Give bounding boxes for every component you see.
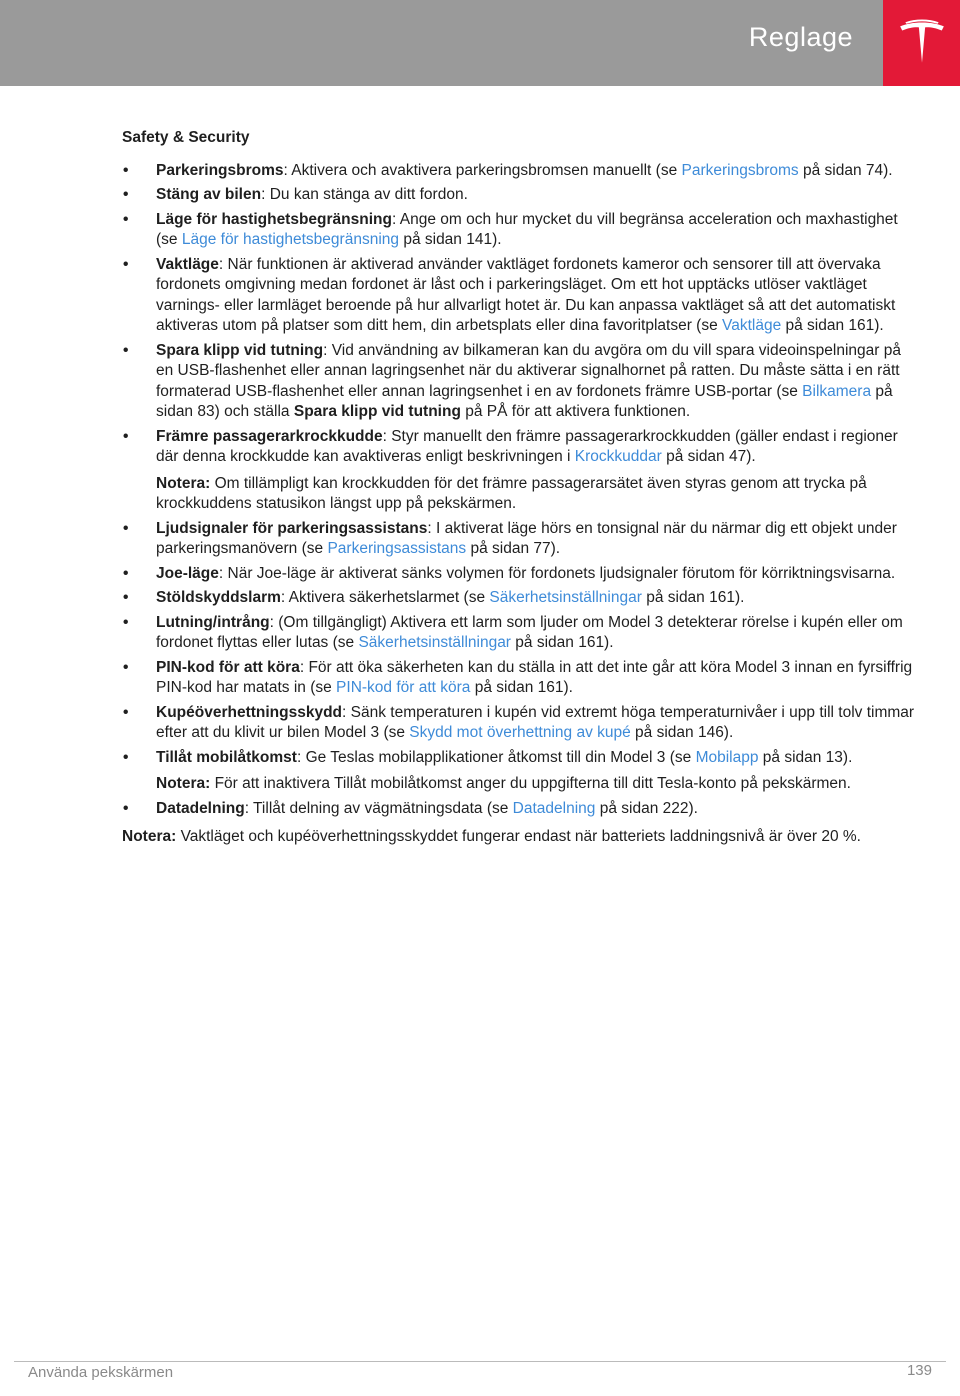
item-note [156, 774, 917, 795]
item-text: på sidan 161). [510, 634, 614, 651]
setting-term: Kupéöverhettningsskydd [156, 703, 343, 721]
settings-list [122, 161, 917, 820]
cross-reference-link[interactable]: Skydd mot överhettning av kupé [409, 724, 631, 741]
note-label: Notera: [156, 775, 211, 792]
cross-reference-link[interactable]: Mobilapp [695, 748, 759, 766]
cross-reference-link[interactable]: Läge för hastighetsbegränsning [181, 231, 400, 248]
list-item [122, 588, 917, 609]
note-text: Om tillämpligt kan krockkudden för det främre passagerarsätet även styras genom att trycka på krockkuddens statusikon längst upp på pekskärmen. [156, 474, 867, 512]
cross-reference-link[interactable]: Säkerhetsinställningar [489, 589, 642, 606]
final-note [122, 827, 917, 848]
item-text: : Styr manuellt den främre passagerarkrockkudden (gäller endast i regioner där denna krockkudde kan avaktiveras enligt beskrivningen i [156, 427, 898, 465]
list-item [122, 799, 917, 820]
setting-term: Spara klipp vid tutning [156, 341, 324, 359]
item-text: : Vid användning av bilkameran kan du avgöra om du vill spara videoinspelningar på en USB-flashenhet eller annan lagringsenhet när du aktiverar signalhornet på ratten. Du måste sätta i en rätt formaterad USB-flashenhet eller annan lagringsenhet i en av fordonets främre USB-portar (se [156, 341, 901, 400]
setting-term: Tillåt mobilåtkomst [156, 748, 297, 766]
setting-term: Vaktläge [156, 255, 219, 273]
cross-reference-link[interactable]: Vaktläge [722, 317, 782, 334]
item-text: : Tillåt delning av vägmätningsdata (se [244, 799, 513, 817]
cross-reference-link[interactable]: Bilkamera [802, 382, 872, 400]
list-item [122, 748, 917, 795]
list-item [122, 613, 917, 654]
cross-reference-link[interactable]: Säkerhetsinställningar [358, 634, 511, 651]
setting-term: PIN-kod för att köra [156, 658, 300, 676]
page-content [122, 128, 917, 848]
cross-reference-link[interactable]: Parkeringsbroms [681, 161, 799, 179]
item-text: : När funktionen är aktiverad använder vaktläget fordonets kameror och sensorer till att övervaka fordonets omgivning medan fordonet är låst och i parkeringsläget. Om ett hot upptäcks utlöser vaktläget varnings- eller larmläget beroende på hur allvarligt hotet är. Du kan anpassa vaktläget så att det automatiskt aktiveras utom på platser som ditt hem, din arbetsplats eller dina favoritplatser (se [156, 255, 896, 334]
setting-term: Datadelning [156, 799, 245, 817]
item-text: : I aktiverat läge hörs en tonsignal när du närmar dig ett objekt under parkeringsmanövern (se [156, 519, 897, 557]
setting-term: Främre passagerarkrockkudde [156, 427, 383, 445]
item-text: : När Joe-läge är aktiverat sänks volymen för fordonets ljudsignaler förutom för körriktningsvisarna. [218, 564, 896, 582]
note-label: Notera: [156, 474, 211, 492]
item-text: på sidan 83) och ställa [156, 382, 893, 420]
cross-reference-link[interactable]: Datadelning [512, 799, 596, 817]
item-text: : (Om tillgängligt) Aktivera ett larm som ljuder om Model 3 detekterar rörelse i kupén eller om fordonet flyttas eller lutas (se [156, 613, 903, 651]
list-item [122, 161, 917, 182]
tesla-logo-icon [896, 17, 948, 69]
item-text: på PÅ för att aktivera funktionen. [460, 403, 691, 420]
list-item [122, 255, 917, 337]
list-item [122, 703, 917, 744]
section-title: Safety & Security [122, 129, 250, 146]
item-text: på sidan 161). [470, 679, 573, 696]
setting-term: Stöldskyddslarm [156, 589, 281, 606]
list-item [122, 210, 917, 251]
item-text: på sidan 141). [399, 231, 502, 248]
item-text: : Aktivera säkerhetslarmet (se [280, 589, 490, 606]
item-text: : Du kan stänga av ditt fordon. [261, 186, 468, 203]
setting-term: Joe-läge [156, 564, 219, 582]
footer-divider [14, 1361, 946, 1362]
item-text: på sidan 47). [661, 448, 756, 465]
item-text: : Ge Teslas mobilapplikationer åtkomst till din Model 3 (se [296, 748, 696, 766]
list-item [122, 658, 917, 699]
tesla-logo [883, 0, 960, 86]
item-text: : Aktivera och avaktivera parkeringsbromsen manuellt (se [283, 161, 682, 179]
item-note [156, 474, 917, 515]
cross-reference-link[interactable]: PIN-kod för att köra [336, 679, 471, 696]
setting-term: Stäng av bilen [156, 186, 262, 203]
page-title: Reglage [748, 22, 853, 52]
page-number: 139 [906, 1362, 932, 1379]
cross-reference-link[interactable]: Krockkuddar [574, 448, 662, 465]
setting-term: Parkeringsbroms [156, 161, 284, 179]
item-text: : För att öka säkerheten kan du ställa in att det inte går att köra Model 3 innan en fyrsiffrig PIN-kod har matats in (se [156, 658, 913, 696]
item-text: på sidan 146). [630, 724, 734, 741]
item-text: på sidan 161). [641, 589, 745, 606]
setting-term: Läge för hastighetsbegränsning [156, 210, 392, 228]
list-item [122, 341, 917, 423]
inline-term: Spara klipp vid tutning [293, 403, 461, 420]
item-text: på sidan 161). [781, 317, 884, 334]
list-item [122, 185, 917, 206]
cross-reference-link[interactable]: Parkeringsassistans [327, 540, 467, 557]
item-text: på sidan 222). [595, 799, 698, 817]
item-text: : Sänk temperaturen i kupén vid extremt höga temperaturnivåer i upp till tolv timmar efter att du klivit ur bilen Model 3 (se [156, 703, 915, 741]
item-text: på sidan 74). [798, 161, 893, 179]
note-text: För att inaktivera Tillåt mobilåtkomst anger du uppgifterna till ditt Tesla-konto på pekskärmen. [210, 775, 851, 792]
list-item [122, 564, 917, 585]
setting-term: Lutning/intrång [156, 613, 270, 631]
item-text: : Ange om och hur mycket du vill begränsa acceleration och maxhastighet (se [156, 210, 898, 248]
note-text: Vaktläget och kupéöverhettningsskyddet fungerar endast när batteriets laddningsnivå är över 20 %. [176, 828, 861, 845]
list-item [122, 519, 917, 560]
note-label: Notera: [122, 828, 177, 845]
footer-section-name: Använda pekskärmen [28, 1364, 174, 1381]
item-text: på sidan 13). [758, 748, 853, 766]
setting-term: Ljudsignaler för parkeringsassistans [156, 519, 428, 537]
header-bar [0, 0, 883, 86]
item-text: på sidan 77). [466, 540, 561, 557]
list-item [122, 427, 917, 515]
